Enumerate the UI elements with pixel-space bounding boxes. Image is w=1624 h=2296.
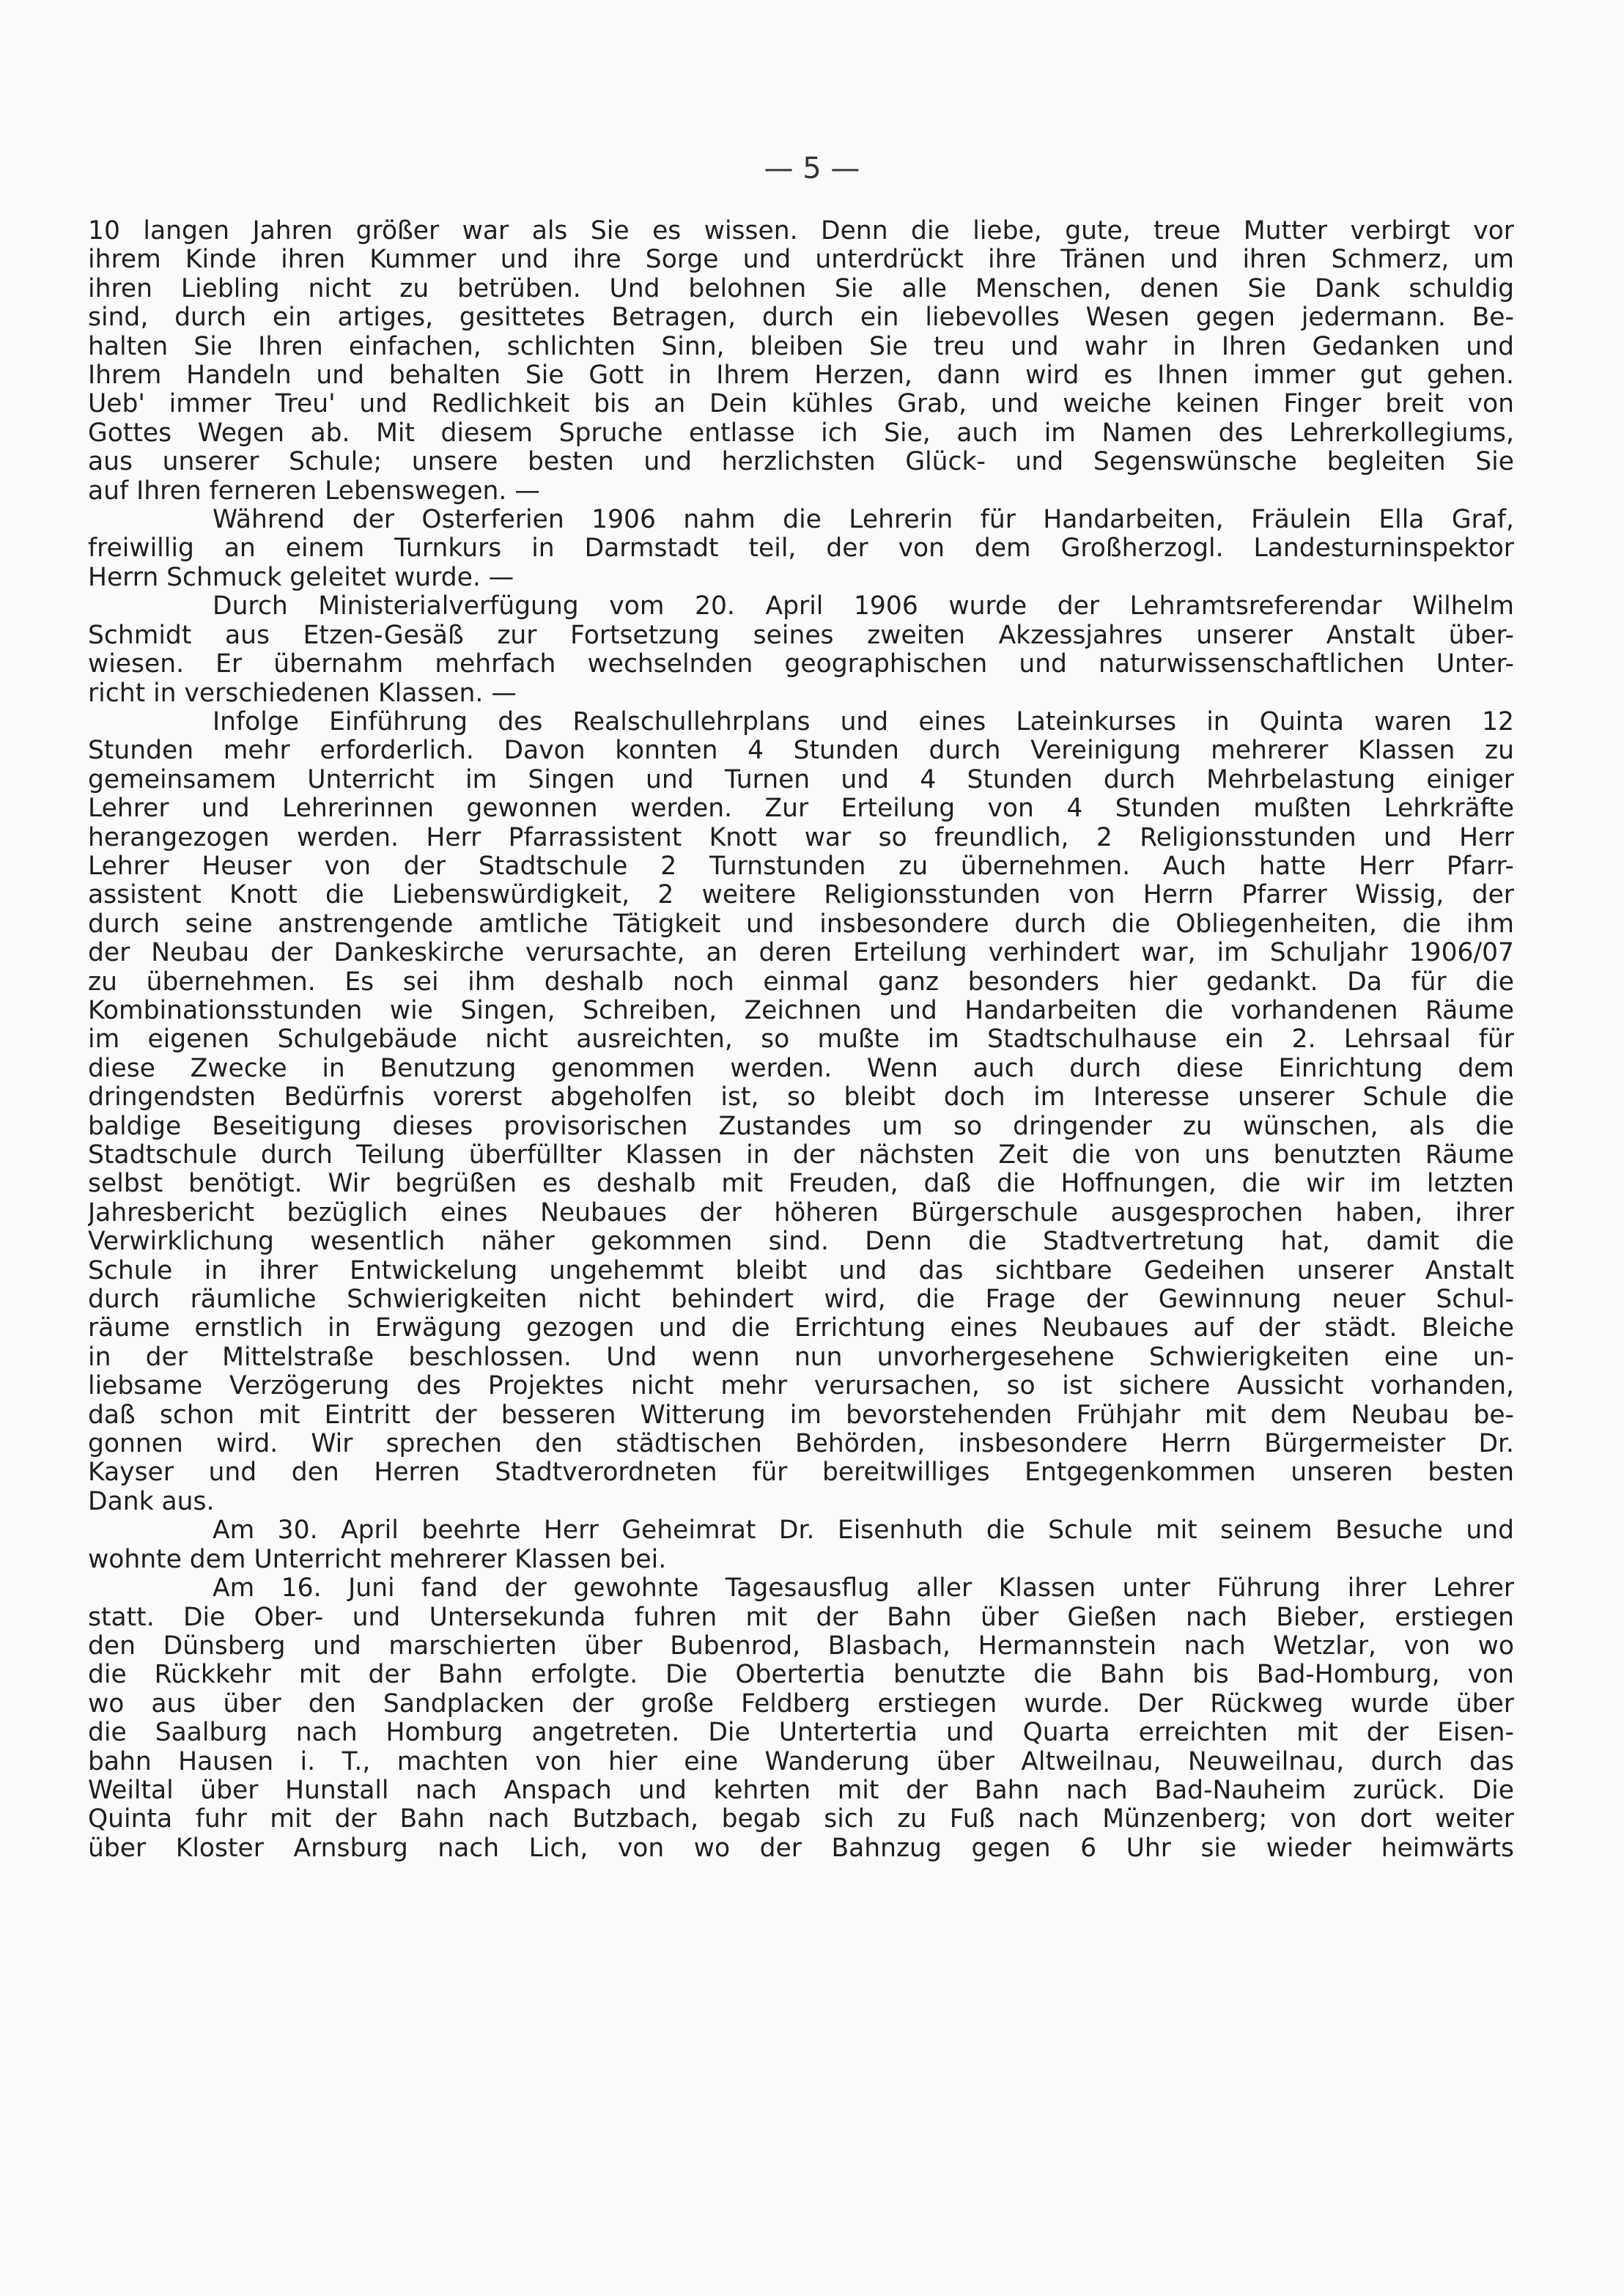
- text-line: 10 langen Jahren größer war als Sie es wissen. Denn die liebe, gute, treue Mutter verbirgt vor: [88, 217, 1514, 246]
- text-line: bahn Hausen i. T., machten von hier eine Wanderung über Altweilnau, Neuweilnau, durch das: [88, 1747, 1514, 1776]
- paragraph: [88, 217, 1514, 506]
- text-line: richt in verschiedenen Klassen. —: [88, 679, 517, 708]
- text-line: gonnen wird. Wir sprechen den städtischen Behörden, insbesondere Herrn Bürgermeister Dr.: [88, 1430, 1514, 1459]
- text-line: Stunden mehr erforderlich. Davon konnten 4 Stunden durch Vereinigung mehrerer Klassen zu: [88, 737, 1514, 766]
- text-line: durch seine anstrengende amtliche Tätigkeit und insbesondere durch die Obliegenheiten, die ihm: [88, 909, 1514, 939]
- text-line: wo aus über den Sandplacken der große Feldberg erstiegen wurde. Der Rückweg wurde über: [88, 1689, 1514, 1719]
- text-line: selbst benötigt. Wir begrüßen es deshalb mit Freuden, daß die Hoffnungen, die wir im letzten: [88, 1170, 1514, 1199]
- text-line: Gottes Wegen ab. Mit diesem Spruche entlasse ich Sie, auch im Namen des Lehrerkollegiums,: [88, 418, 1514, 448]
- text-line: Lehrer Heuser von der Stadtschule 2 Turnstunden zu übernehmen. Auch hatte Herr Pfarr-: [88, 852, 1514, 881]
- text-line: halten Sie Ihren einfachen, schlichten Sinn, bleiben Sie treu und wahr in Ihren Gedanken und: [88, 332, 1514, 361]
- text-line: daß schon mit Eintritt der besseren Witterung im bevorstehenden Frühjahr mit dem Neubau be-: [88, 1400, 1514, 1430]
- text-line: ihrem Kinde ihren Kummer und ihre Sorge und unterdrückt ihre Tränen und ihren Schmerz, um: [88, 246, 1514, 275]
- text-line: die Rückkehr mit der Bahn erfolgte. Die Obertertia benutzte die Bahn bis Bad-Homburg, von: [88, 1661, 1514, 1690]
- text-line: gemeinsamem Unterricht im Singen und Turnen und 4 Stunden durch Mehrbelastung einiger: [88, 765, 1514, 794]
- text-line: Lehrer und Lehrerinnen gewonnen werden. Zur Erteilung von 4 Stunden mußten Lehrkräfte: [88, 794, 1514, 824]
- paragraph: [88, 1574, 1514, 1863]
- text-line: assistent Knott die Liebenswürdigkeit, 2 weitere Religionsstunden von Herrn Pfarrer Wissig, der: [88, 881, 1514, 910]
- text-line: Ueb' immer Treu' und Redlichkeit bis an Dein kühles Grab, und weiche keinen Finger breit von: [88, 390, 1514, 419]
- body-text: [88, 217, 1514, 1863]
- text-line: Herrn Schmuck geleitet wurde. —: [88, 563, 514, 592]
- text-line: baldige Beseitigung dieses provisorischen Zustandes um so dringender zu wünschen, als die: [88, 1112, 1514, 1141]
- text-line: Schmidt aus Etzen-Gesäß zur Fortsetzung seines zweiten Akzessjahres unserer Anstalt über-: [88, 621, 1514, 650]
- text-line: sind, durch ein artiges, gesittetes Betragen, durch ein liebevolles Wesen gegen jedermann. Be-: [88, 303, 1514, 333]
- text-line: Kombinationsstunden wie Singen, Schreiben, Zeichnen und Handarbeiten die vorhandenen Räume: [88, 996, 1514, 1025]
- text-line: Verwirklichung wesentlich näher gekommen sind. Denn die Stadtvertretung hat, damit die: [88, 1228, 1514, 1257]
- text-line: Jahresbericht bezüglich eines Neubaues der höheren Bürgerschule ausgesprochen haben, ihrer: [88, 1198, 1514, 1228]
- text-line: Kayser und den Herren Stadtverordneten für bereitwilliges Entgegenkommen unseren besten: [88, 1458, 1514, 1488]
- paragraph: [88, 506, 1514, 592]
- text-line: wohnte dem Unterricht mehrerer Klassen bei.: [88, 1545, 667, 1574]
- text-line: Während der Osterferien 1906 nahm die Lehrerin für Handarbeiten, Fräulein Ella Graf,: [213, 506, 1514, 535]
- text-line: dringendsten Bedürfnis vorerst abgeholfen ist, so bleibt doch im Interesse unserer Schule die: [88, 1083, 1514, 1112]
- text-line: ihren Liebling nicht zu betrüben. Und belohnen Sie alle Menschen, denen Sie Dank schuldig: [88, 274, 1514, 303]
- text-line: im eigenen Schulgebäude nicht ausreichten, so mußte im Stadtschulhause ein 2. Lehrsaal für: [88, 1025, 1514, 1055]
- text-line: Durch Ministerialverfügung vom 20. April 1906 wurde der Lehramtsreferendar Wilhelm: [213, 592, 1514, 621]
- text-line: Stadtschule durch Teilung überfüllter Klassen in der nächsten Zeit die von uns benutzten Räume: [88, 1141, 1514, 1170]
- text-line: durch räumliche Schwierigkeiten nicht behindert wird, die Frage der Gewinnung neuer Schul-: [88, 1285, 1514, 1315]
- text-line: Ihrem Handeln und behalten Sie Gott in Ihrem Herzen, dann wird es Ihnen immer gut gehen.: [88, 361, 1514, 391]
- text-line: diese Zwecke in Benutzung genommen werden. Wenn auch durch diese Einrichtung dem: [88, 1054, 1514, 1083]
- text-line: herangezogen werden. Herr Pfarrassistent Knott war so freundlich, 2 Religionsstunden und Herr: [88, 823, 1514, 852]
- text-line: in der Mittelstraße beschlossen. Und wenn nun unvorhergesehene Schwierigkeiten eine un-: [88, 1343, 1514, 1372]
- text-line: freiwillig an einem Turnkurs in Darmstadt teil, der von dem Großherzogl. Landesturninspektor: [88, 534, 1514, 564]
- text-line: aus unserer Schule; unsere besten und herzlichsten Glück- und Segenswünsche begleiten Sie: [88, 448, 1514, 477]
- text-line: auf Ihren ferneren Lebenswegen. —: [88, 476, 540, 506]
- text-line: wiesen. Er übernahm mehrfach wechselnden geographischen und naturwissenschaftlichen Unter-: [88, 650, 1514, 679]
- text-line: Am 16. Juni fand der gewohnte Tagesausflug aller Klassen unter Führung ihrer Lehrer: [213, 1574, 1514, 1603]
- text-line: Infolge Einführung des Realschullehrplans und eines Lateinkurses in Quinta waren 12: [213, 707, 1514, 737]
- text-line: statt. Die Ober- und Untersekunda fuhren mit der Bahn über Gießen nach Bieber, erstiegen: [88, 1603, 1514, 1632]
- text-line: über Kloster Arnsburg nach Lich, von wo der Bahnzug gegen 6 Uhr sie wieder heimwärts: [88, 1834, 1514, 1863]
- text-line: Schule in ihrer Entwickelung ungehemmt bleibt und das sichtbare Gedeihen unserer Anstalt: [88, 1256, 1514, 1285]
- text-line: Quinta fuhr mit der Bahn nach Butzbach, begab sich zu Fuß nach Münzenberg; von dort weiter: [88, 1805, 1514, 1834]
- text-line: Am 30. April beehrte Herr Geheimrat Dr. Eisenhuth die Schule mit seinem Besuche und: [213, 1516, 1514, 1546]
- text-line: die Saalburg nach Homburg angetreten. Die Untertertia und Quarta erreichten mit der Eisen-: [88, 1719, 1514, 1748]
- text-line: zu übernehmen. Es sei ihm deshalb noch einmal ganz besonders hier gedankt. Da für die: [88, 967, 1514, 997]
- text-line: Dank aus.: [88, 1487, 215, 1516]
- paragraph: [88, 592, 1514, 708]
- paragraph: [88, 1516, 1514, 1574]
- text-line: den Dünsberg und marschierten über Bubenrod, Blasbach, Hermannstein nach Wetzlar, von wo: [88, 1631, 1514, 1661]
- text-line: räume ernstlich in Erwägung gezogen und die Errichtung eines Neubaues auf der städt. Bleiche: [88, 1314, 1514, 1343]
- paragraph: [88, 708, 1514, 1516]
- text-line: Weiltal über Hunstall nach Anspach und kehrten mit der Bahn nach Bad-Nauheim zurück. Die: [88, 1776, 1514, 1805]
- text-line: liebsame Verzögerung des Projektes nicht mehr verursachen, so ist sichere Aussicht vorhanden,: [88, 1372, 1514, 1401]
- text-line: der Neubau der Dankeskirche verursachte, an deren Erteilung verhindert war, im Schuljahr 1906/07: [88, 939, 1514, 968]
- page-number: — 5 —: [764, 152, 860, 185]
